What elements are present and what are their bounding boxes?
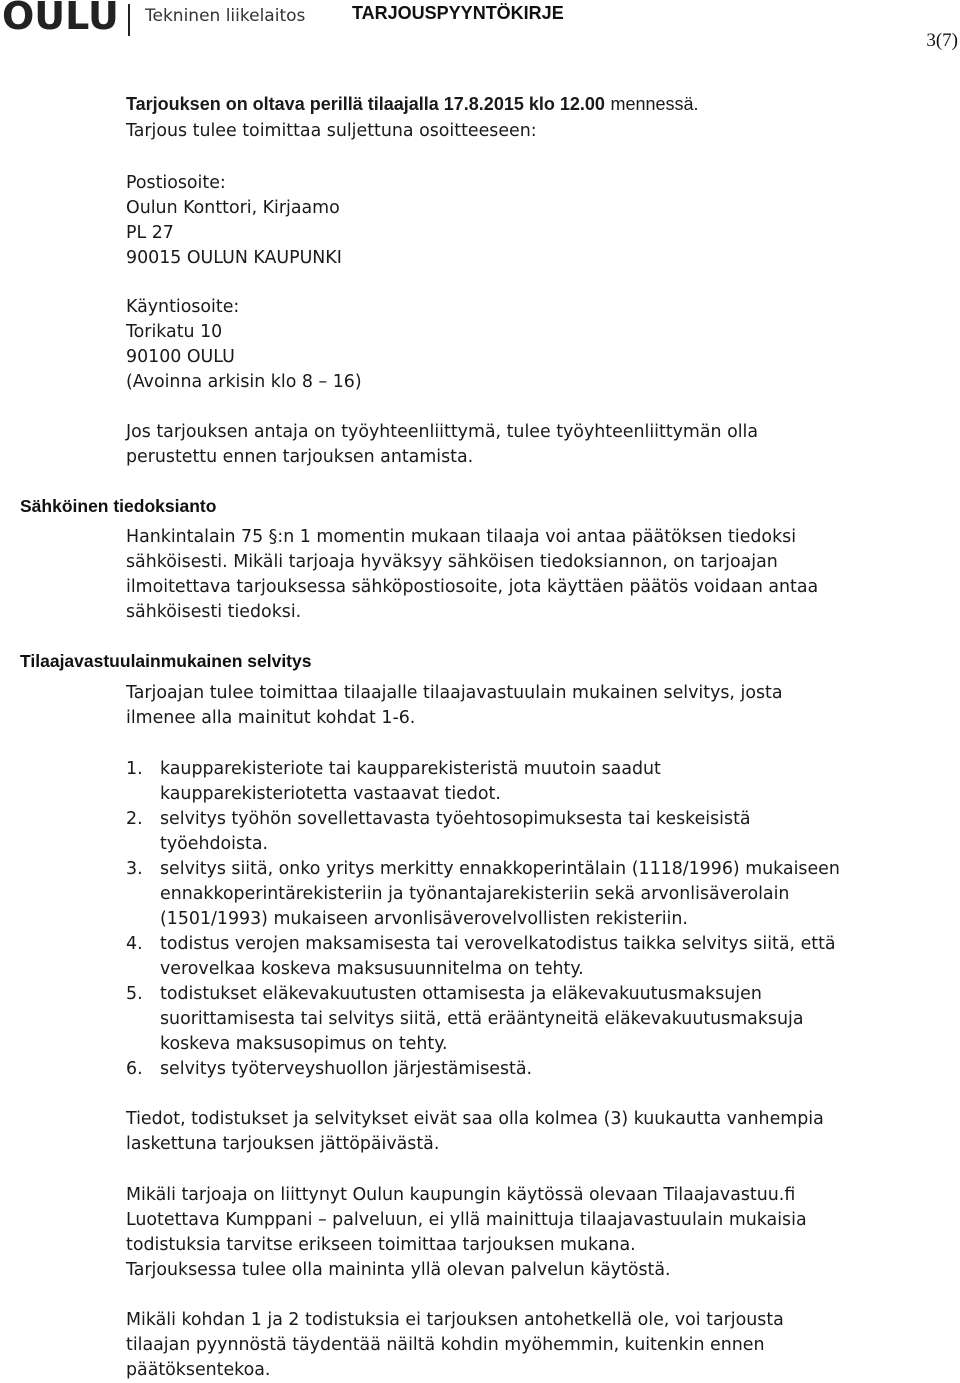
visiting-address xyxy=(126,295,362,395)
list-item-line: koskeva maksusopimus on tehty. xyxy=(160,1034,448,1054)
deadline-rest: mennessä. xyxy=(610,94,699,114)
visiting-line: (Avoinna arkisin klo 8 – 16) xyxy=(126,372,362,392)
paragraph-line: Mikäli tarjoaja on liittynyt Oulun kaupungin käytössä olevaan Tilaajavastuu.fi xyxy=(126,1185,796,1205)
logo-divider xyxy=(128,4,130,36)
list-item-line: verovelkaa koskeva maksusuunnitelma on tehty. xyxy=(160,959,584,979)
deadline-bold: Tarjouksen on oltava perillä tilaajalla 17.8.2015 klo 12.00 xyxy=(126,94,605,114)
delivery-instruction: Tarjous tulee toimittaa suljettuna osoitteeseen: xyxy=(126,121,537,141)
list-item-line: suorittamisesta tai selvitys siitä, että erääntyneitä eläkevakuutusmaksuja xyxy=(160,1009,804,1029)
postal-line: Postiosoite: xyxy=(126,173,226,193)
section-heading-electronic-notification: Sähköinen tiedoksianto xyxy=(20,496,217,516)
list-item-line: ennakkoperintärekisteriin ja työnantajarekisteriin sekä arvonlisäverolain xyxy=(160,884,790,904)
paragraph-line: ilmoitettava tarjouksessa sähköpostiosoite, jota käyttäen päätös voidaan antaa xyxy=(126,577,819,597)
list-item-line: selvitys työterveyshuollon järjestämisestä. xyxy=(160,1059,533,1079)
paragraph-line: Tarjouksessa tulee olla maininta yllä olevan palvelun käytöstä. xyxy=(126,1260,671,1280)
paragraph-line: Hankintalain 75 §:n 1 momentin mukaan tilaaja voi antaa päätöksen tiedoksi xyxy=(126,527,797,547)
list-number: 1. xyxy=(126,759,143,779)
paragraph-line: sähköisesti. Mikäli tarjoaja hyväksyy sähköisen tiedoksiannon, on tarjoajan xyxy=(126,552,778,572)
deadline-line xyxy=(126,92,699,118)
document-age-note xyxy=(126,1107,824,1157)
contractor-liability-intro xyxy=(126,681,783,731)
paragraph-line: ilmenee alla mainitut kohdat 1-6. xyxy=(126,708,416,728)
list-item-line: todistukset eläkevakuutusten ottamisesta ja eläkevakuutusmaksujen xyxy=(160,984,762,1004)
paragraph-line: päätöksentekoa. xyxy=(126,1360,271,1380)
list-item xyxy=(160,1057,532,1082)
postal-address xyxy=(126,171,342,271)
list-item-line: todistus verojen maksamisesta tai verovelkatodistus taikka selvitys siitä, että xyxy=(160,934,836,954)
logo-unit-name: Tekninen liikelaitos xyxy=(145,6,306,26)
electronic-notification-paragraph xyxy=(126,525,818,625)
page-number: 3(7) xyxy=(926,30,958,51)
section-heading-contractor-liability: Tilaajavastuulainmukainen selvitys xyxy=(20,651,312,671)
list-item xyxy=(160,857,840,932)
list-item-line: kaupparekisteriotetta vastaavat tiedot. xyxy=(160,784,501,804)
paragraph-line: Jos tarjouksen antaja on työyhteenliittymä, tulee työyhteenliittymän olla xyxy=(126,422,759,442)
list-number: 4. xyxy=(126,934,143,954)
list-number: 6. xyxy=(126,1059,143,1079)
paragraph-line: Tarjoajan tulee toimittaa tilaajalle tilaajavastuulain mukainen selvitys, josta xyxy=(126,683,783,703)
postal-line: PL 27 xyxy=(126,223,174,243)
page-header xyxy=(0,0,960,60)
oulu-logo: OULU xyxy=(2,0,119,38)
visiting-line: 90100 OULU xyxy=(126,347,235,367)
paragraph-line: Mikäli kohdan 1 ja 2 todistuksia ei tarjouksen antohetkellä ole, voi tarjousta xyxy=(126,1310,784,1330)
list-item xyxy=(160,982,803,1057)
list-number: 3. xyxy=(126,859,143,879)
list-item xyxy=(160,807,751,857)
list-item xyxy=(160,932,836,982)
postal-line: Oulun Konttori, Kirjaamo xyxy=(126,198,340,218)
paragraph-line: todistuksia tarvitse erikseen toimittaa tarjouksen mukana. xyxy=(126,1235,636,1255)
list-item-line: työehdoista. xyxy=(160,834,269,854)
list-number: 5. xyxy=(126,984,143,1004)
postal-line: 90015 OULUN KAUPUNKI xyxy=(126,248,342,268)
paragraph-line: tilaajan pyynnöstä täydentää näiltä kohdin myöhemmin, kuitenkin ennen xyxy=(126,1335,765,1355)
list-number: 2. xyxy=(126,809,143,829)
visiting-line: Torikatu 10 xyxy=(126,322,223,342)
visiting-line: Käyntiosoite: xyxy=(126,297,240,317)
paragraph-line: Tiedot, todistukset ja selvitykset eivät saa olla kolmea (3) kuukautta vanhempia xyxy=(126,1109,824,1129)
list-item-line: kaupparekisteriote tai kaupparekisteristä muutoin saadut xyxy=(160,759,661,779)
consortium-paragraph xyxy=(126,420,758,470)
trusted-partner-note xyxy=(126,1183,807,1283)
paragraph-line: laskettuna tarjouksen jättöpäivästä. xyxy=(126,1134,440,1154)
list-item xyxy=(160,757,661,807)
paragraph-line: sähköisesti tiedoksi. xyxy=(126,602,302,622)
later-submission-note xyxy=(126,1308,784,1383)
list-item-line: (1501/1993) mukaiseen arvonlisäverovelvollisten rekisteriin. xyxy=(160,909,688,929)
list-item-line: selvitys siitä, onko yritys merkitty ennakkoperintälain (1118/1996) mukaiseen xyxy=(160,859,840,879)
document-type: TARJOUSPYYNTÖKIRJE xyxy=(352,3,564,23)
list-item-line: selvitys työhön sovellettavasta työehtosopimuksesta tai keskeisistä xyxy=(160,809,751,829)
paragraph-line: Luotettava Kumppani – palveluun, ei yllä mainittuja tilaajavastuulain mukaisia xyxy=(126,1210,807,1230)
paragraph-line: perustettu ennen tarjouksen antamista. xyxy=(126,447,474,467)
